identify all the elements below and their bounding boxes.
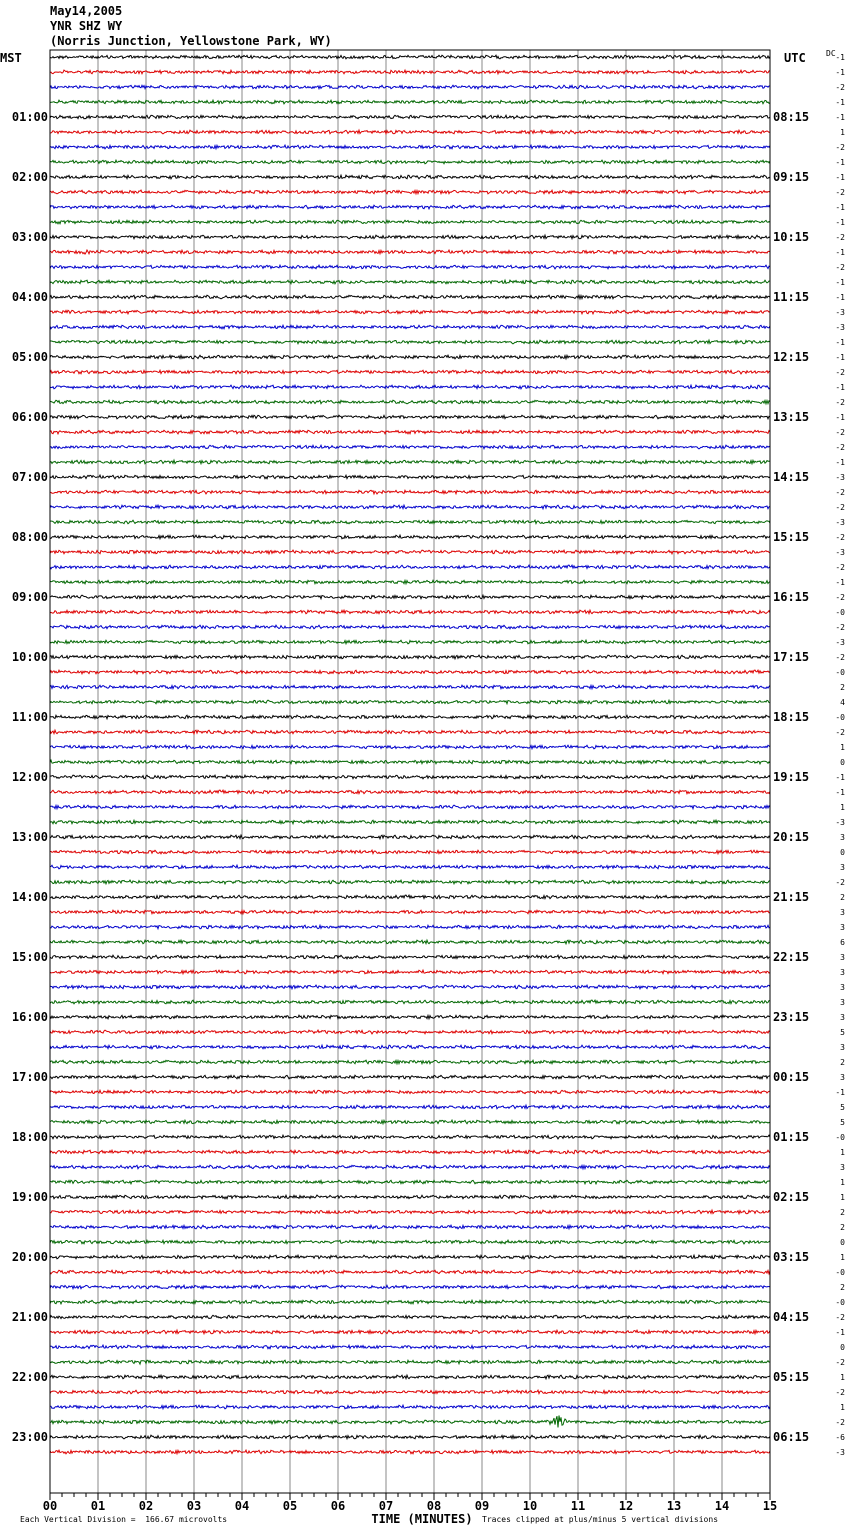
dc-offset-label: 3 [840, 923, 845, 932]
dc-offset-label: -3 [835, 323, 845, 332]
mst-hour-label: 19:00 [11, 1190, 48, 1204]
seismic-trace [50, 985, 770, 989]
dc-offset-label: 2 [840, 1058, 845, 1067]
seismic-trace [50, 55, 770, 59]
dc-offset-label: 1 [840, 1373, 845, 1382]
seismic-trace [50, 1416, 770, 1428]
utc-hour-label: 18:15 [773, 710, 810, 724]
seismic-trace [50, 1225, 770, 1229]
mst-hour-label: 22:00 [11, 1370, 48, 1384]
mst-hour-label: 23:00 [11, 1430, 48, 1444]
seismic-trace [50, 295, 770, 299]
dc-offset-label: -1 [835, 158, 845, 167]
seismic-trace [50, 1435, 770, 1439]
x-tick-label: 08 [426, 1499, 442, 1513]
seismic-trace [50, 400, 770, 404]
dc-offset-label: -1 [835, 458, 845, 467]
dc-offset-label: 5 [840, 1103, 845, 1112]
mst-hour-label: 07:00 [11, 470, 48, 484]
seismic-trace [50, 595, 770, 599]
dc-offset-label: -6 [835, 1433, 845, 1442]
utc-axis-title: UTC [784, 51, 806, 65]
utc-hour-label: 01:15 [773, 1130, 810, 1144]
dc-offset-label: -2 [835, 143, 845, 152]
x-tick-label: 10 [522, 1499, 538, 1513]
utc-hour-labels [773, 110, 809, 1444]
seismic-trace [50, 1135, 770, 1139]
utc-hour-label: 15:15 [773, 530, 810, 544]
dc-offset-label: 2 [840, 1223, 845, 1232]
dc-offset-label: -1 [835, 293, 845, 302]
clip-note: Traces clipped at plus/minus 5 vertical divisions [482, 1515, 719, 1524]
x-tick-label: 07 [378, 1499, 394, 1513]
dc-offset-label: -2 [835, 533, 845, 542]
dc-offset-label: -1 [835, 113, 845, 122]
dc-offset-label: -3 [835, 473, 845, 482]
seismic-trace [50, 1390, 770, 1394]
seismic-trace [50, 1315, 770, 1319]
x-tick-label: 01 [90, 1499, 106, 1513]
seismic-trace [50, 1210, 770, 1214]
mst-hour-label: 18:00 [11, 1130, 48, 1144]
dc-offset-label: -0 [835, 713, 845, 722]
dc-offset-label: 3 [840, 863, 845, 872]
seismic-trace [50, 1075, 770, 1079]
seismic-trace [50, 1030, 770, 1034]
dc-offset-label: -1 [835, 338, 845, 347]
dc-offset-label: 1 [840, 743, 845, 752]
seismic-trace [50, 910, 770, 914]
utc-hour-label: 11:15 [773, 290, 810, 304]
seismic-trace [50, 340, 770, 344]
seismic-trace [50, 445, 770, 449]
mst-hour-label: 01:00 [11, 110, 48, 124]
mst-hour-label: 03:00 [11, 230, 48, 244]
dc-offset-label: 6 [840, 938, 845, 947]
dc-offset-label: 2 [840, 1283, 845, 1292]
seismic-trace [50, 1105, 770, 1109]
seismic-trace [50, 1060, 770, 1064]
dc-offset-label: 3 [840, 953, 845, 962]
seismic-trace [50, 790, 770, 794]
dc-offset-label: 3 [840, 1043, 845, 1052]
x-tick-label: 11 [570, 1499, 586, 1513]
dc-offset-label: -2 [835, 503, 845, 512]
utc-hour-label: 03:15 [773, 1250, 810, 1264]
seismic-trace [50, 655, 770, 659]
seismic-trace [50, 250, 770, 254]
seismic-trace [50, 1045, 770, 1049]
mst-hour-label: 05:00 [11, 350, 48, 364]
dc-offset-label: 0 [840, 848, 845, 857]
seismic-trace [50, 940, 770, 944]
dc-offset-label: -2 [835, 623, 845, 632]
utc-hour-label: 05:15 [773, 1370, 810, 1384]
utc-hour-label: 20:15 [773, 830, 810, 844]
dc-offset-label: -0 [835, 1298, 845, 1307]
seismic-trace [50, 385, 770, 389]
seismic-trace [50, 610, 770, 614]
seismic-trace [50, 160, 770, 164]
utc-hour-label: 17:15 [773, 650, 810, 664]
dc-offset-label: -0 [835, 1268, 845, 1277]
seismic-trace [50, 1345, 770, 1349]
dc-offset-label: 2 [840, 683, 845, 692]
seismic-trace [50, 1165, 770, 1169]
seismic-trace [50, 505, 770, 509]
dc-column-title: DC [826, 49, 836, 58]
dc-offset-label: -2 [835, 1313, 845, 1322]
mst-hour-label: 12:00 [11, 770, 48, 784]
dc-offset-label: 0 [840, 1238, 845, 1247]
dc-offset-label: 2 [840, 893, 845, 902]
seismic-trace [50, 745, 770, 749]
seismic-trace [50, 1285, 770, 1289]
dc-offset-label: -3 [835, 1448, 845, 1457]
dc-offset-label: 3 [840, 968, 845, 977]
mst-hour-label: 02:00 [11, 170, 48, 184]
dc-offset-label: -1 [835, 1328, 845, 1337]
dc-offset-label: -2 [835, 233, 845, 242]
dc-offset-label: -1 [835, 413, 845, 422]
dc-offset-label: 4 [840, 698, 845, 707]
dc-offset-label: 3 [840, 998, 845, 1007]
seismic-trace [50, 1090, 770, 1094]
dc-offset-label: 3 [840, 1073, 845, 1082]
dc-offset-label: -2 [835, 728, 845, 737]
seismic-trace [50, 355, 770, 359]
dc-offset-label: -3 [835, 308, 845, 317]
seismic-trace [50, 100, 770, 104]
dc-offset-label: -2 [835, 83, 845, 92]
record-date: May14,2005 [50, 4, 123, 18]
x-tick-label: 02 [138, 1499, 154, 1513]
seismic-trace [50, 1120, 770, 1124]
dc-offset-label: -3 [835, 638, 845, 647]
seismic-trace [50, 220, 770, 224]
dc-offset-label: 3 [840, 833, 845, 842]
utc-hour-label: 23:15 [773, 1010, 810, 1024]
dc-offset-label: -1 [835, 578, 845, 587]
dc-offset-label: 1 [840, 803, 845, 812]
mst-hour-label: 14:00 [11, 890, 48, 904]
dc-offset-label: -0 [835, 608, 845, 617]
mst-hour-label: 06:00 [11, 410, 48, 424]
x-tick-label: 03 [186, 1499, 202, 1513]
seismic-trace [50, 640, 770, 644]
seismic-trace [50, 415, 770, 419]
mst-hour-label: 11:00 [11, 710, 48, 724]
seismic-trace [50, 1195, 770, 1199]
dc-offset-label: 1 [840, 1148, 845, 1157]
station-location: (Norris Junction, Yellowstone Park, WY) [50, 34, 332, 48]
seismic-trace [50, 955, 770, 959]
mst-hour-label: 13:00 [11, 830, 48, 844]
utc-hour-label: 22:15 [773, 950, 810, 964]
seismic-trace [50, 835, 770, 839]
seismic-trace [50, 1330, 770, 1334]
dc-offset-label: 3 [840, 1163, 845, 1172]
x-tick-label: 14 [714, 1499, 730, 1513]
dc-offset-label: -2 [835, 188, 845, 197]
utc-hour-label: 04:15 [773, 1310, 810, 1324]
dc-offset-label: -1 [835, 218, 845, 227]
seismic-trace [50, 730, 770, 734]
seismic-trace [50, 130, 770, 134]
dc-offset-label: -2 [835, 653, 845, 662]
seismic-trace [50, 775, 770, 779]
seismic-trace [50, 145, 770, 149]
seismic-trace [50, 1015, 770, 1019]
utc-hour-label: 19:15 [773, 770, 810, 784]
seismic-trace [50, 1000, 770, 1004]
seismic-trace [50, 520, 770, 524]
mst-hour-label: 09:00 [11, 590, 48, 604]
dc-offset-label: -2 [835, 593, 845, 602]
dc-offset-label: 1 [840, 1403, 845, 1412]
dc-offset-label: -2 [835, 428, 845, 437]
dc-offset-label: -0 [835, 1133, 845, 1142]
seismic-trace [50, 715, 770, 719]
dc-offset-labels [835, 53, 845, 1457]
utc-hour-label: 09:15 [773, 170, 810, 184]
dc-offset-label: -2 [835, 878, 845, 887]
dc-offset-label: -2 [835, 1358, 845, 1367]
dc-offset-label: 3 [840, 1013, 845, 1022]
mst-axis-title: MST [0, 51, 22, 65]
seismic-trace [50, 1405, 770, 1409]
seismic-trace [50, 190, 770, 194]
seismic-trace [50, 685, 770, 689]
seismic-trace [50, 235, 770, 239]
utc-hour-label: 06:15 [773, 1430, 810, 1444]
seismic-trace [50, 865, 770, 869]
seismic-trace [50, 1450, 770, 1454]
seismic-trace [50, 895, 770, 899]
seismic-trace [50, 700, 770, 704]
mst-hour-label: 17:00 [11, 1070, 48, 1084]
seismic-trace [50, 265, 770, 269]
seismic-trace [50, 280, 770, 284]
utc-hour-label: 16:15 [773, 590, 810, 604]
seismic-trace [50, 1270, 770, 1274]
seismic-trace [50, 115, 770, 119]
seismic-trace [50, 880, 770, 884]
dc-offset-label: -1 [835, 353, 845, 362]
dc-offset-label: -1 [835, 173, 845, 182]
dc-offset-label: -3 [835, 818, 845, 827]
mst-hour-label: 08:00 [11, 530, 48, 544]
dc-offset-label: -1 [835, 788, 845, 797]
dc-offset-label: -1 [835, 1088, 845, 1097]
x-tick-label: 13 [666, 1499, 682, 1513]
scale-note: Each Vertical Division = 166.67 microvolts [20, 1515, 228, 1524]
dc-offset-label: -3 [835, 548, 845, 557]
x-tick-label: 12 [618, 1499, 634, 1513]
utc-hour-label: 13:15 [773, 410, 810, 424]
utc-hour-label: 10:15 [773, 230, 810, 244]
mst-hour-label: 04:00 [11, 290, 48, 304]
dc-offset-label: -1 [835, 68, 845, 77]
dc-offset-label: -1 [835, 98, 845, 107]
seismic-trace [50, 760, 770, 764]
utc-hour-label: 14:15 [773, 470, 810, 484]
seismic-trace [50, 820, 770, 824]
utc-hour-label: 00:15 [773, 1070, 810, 1084]
seismic-trace [50, 970, 770, 974]
dc-offset-label: 0 [840, 1343, 845, 1352]
seismic-trace [50, 310, 770, 314]
x-tick-label: 06 [330, 1499, 346, 1513]
dc-offset-label: -2 [835, 1388, 845, 1397]
x-axis [43, 1493, 777, 1513]
dc-offset-label: 0 [840, 758, 845, 767]
seismic-trace [50, 550, 770, 554]
utc-hour-label: 21:15 [773, 890, 810, 904]
seismic-trace [50, 565, 770, 569]
seismic-trace [50, 175, 770, 179]
seismic-trace [50, 205, 770, 209]
seismic-trace [50, 475, 770, 479]
seismic-trace [50, 805, 770, 809]
seismic-trace [50, 85, 770, 89]
seismic-trace [50, 535, 770, 539]
dc-offset-label: -1 [835, 383, 845, 392]
seismic-trace [50, 625, 770, 629]
seismic-trace [50, 460, 770, 464]
dc-offset-label: -2 [835, 443, 845, 452]
seismic-trace [50, 370, 770, 374]
utc-hour-label: 02:15 [773, 1190, 810, 1204]
mst-hour-labels [12, 110, 48, 1444]
seismic-trace [50, 925, 770, 929]
seismic-trace [50, 1300, 770, 1304]
x-tick-label: 15 [762, 1499, 778, 1513]
mst-hour-label: 21:00 [11, 1310, 48, 1324]
dc-offset-label: 1 [840, 1253, 845, 1262]
seismic-trace [50, 70, 770, 74]
seismic-trace [50, 1375, 770, 1379]
dc-offset-label: 3 [840, 983, 845, 992]
seismic-trace [50, 580, 770, 584]
dc-offset-label: -3 [835, 518, 845, 527]
utc-hour-label: 12:15 [773, 350, 810, 364]
seismic-trace [50, 325, 770, 329]
dc-offset-label: -2 [835, 263, 845, 272]
dc-offset-label: -1 [835, 53, 845, 62]
dc-offset-label: 1 [840, 1193, 845, 1202]
mst-hour-label: 10:00 [11, 650, 48, 664]
dc-offset-label: 5 [840, 1028, 845, 1037]
dc-offset-label: 2 [840, 1208, 845, 1217]
x-axis-title: TIME (MINUTES) [371, 1512, 473, 1526]
dc-offset-label: 3 [840, 908, 845, 917]
dc-offset-label: -2 [835, 488, 845, 497]
seismic-trace [50, 490, 770, 494]
x-tick-label: 09 [474, 1499, 490, 1513]
seismic-trace [50, 1360, 770, 1364]
x-tick-label: 05 [282, 1499, 298, 1513]
seismic-trace [50, 850, 770, 854]
dc-offset-label: -2 [835, 398, 845, 407]
x-tick-label: 04 [234, 1499, 250, 1513]
dc-offset-label: 1 [840, 1178, 845, 1187]
seismic-trace [50, 1255, 770, 1259]
mst-hour-label: 16:00 [11, 1010, 48, 1024]
seismic-trace [50, 1240, 770, 1244]
dc-offset-label: -1 [835, 773, 845, 782]
dc-offset-label: -1 [835, 278, 845, 287]
seismic-trace [50, 1150, 770, 1154]
x-tick-label: 00 [42, 1499, 58, 1513]
mst-hour-label: 15:00 [11, 950, 48, 964]
dc-offset-label: -2 [835, 368, 845, 377]
seismic-trace [50, 430, 770, 434]
dc-offset-label: -2 [835, 563, 845, 572]
utc-hour-label: 08:15 [773, 110, 810, 124]
dc-offset-label: -0 [835, 668, 845, 677]
seismic-trace [50, 670, 770, 674]
dc-offset-label: -2 [835, 1418, 845, 1427]
dc-offset-label: -1 [835, 203, 845, 212]
dc-offset-label: -1 [835, 248, 845, 257]
dc-offset-label: 1 [840, 128, 845, 137]
seismic-trace [50, 1180, 770, 1184]
mst-hour-label: 20:00 [11, 1250, 48, 1264]
dc-offset-label: 5 [840, 1118, 845, 1127]
station-code: YNR SHZ WY [50, 19, 123, 33]
seismic-traces [50, 55, 770, 1454]
